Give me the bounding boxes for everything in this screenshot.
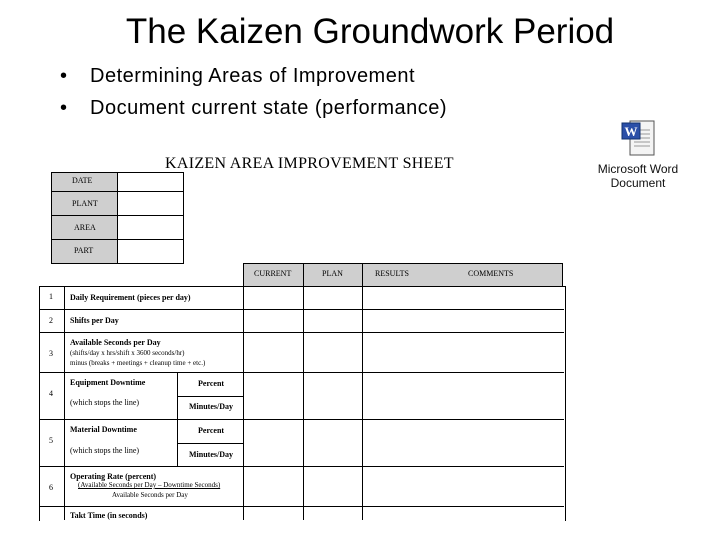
info-label-cell [51, 172, 118, 192]
row-number: 6 [49, 483, 53, 492]
info-label-area: AREA [74, 223, 96, 232]
row-number: 4 [49, 389, 53, 398]
sheet-title: KAIZEN AREA IMPROVEMENT SHEET [165, 155, 454, 172]
column-comments: COMMENTS [468, 269, 514, 278]
row-label: Material Downtime [70, 425, 137, 434]
bullet-dot: • [60, 65, 68, 87]
column-plan: PLAN [322, 269, 343, 278]
attachment-label-line2: Document [610, 176, 666, 190]
bullet-item [60, 60, 447, 92]
info-value-cell [117, 215, 184, 240]
row-number: 5 [49, 436, 53, 445]
word-document-attachment[interactable] [588, 118, 688, 190]
column-header [362, 263, 563, 287]
row-number: 2 [49, 316, 53, 325]
bullet-text: Determining Areas of Improvement [90, 65, 416, 87]
row-sublabel: (which stops the line) [70, 398, 140, 407]
attachment-label-line1: Microsoft Word [597, 162, 679, 176]
row-unit: Percent [198, 426, 225, 435]
bullet-list [60, 60, 447, 124]
info-label-plant: PLANT [72, 199, 98, 208]
info-label-cell [51, 191, 118, 216]
info-label-cell [51, 215, 118, 240]
column-header [303, 263, 363, 287]
row-unit: Minutes/Day [189, 450, 233, 459]
info-label-part: PART [74, 246, 94, 255]
svg-text:W: W [624, 124, 638, 139]
row-unit: Minutes/Day [189, 402, 233, 411]
row-label: Daily Requirement (pieces per day) [70, 293, 191, 302]
row-label: Equipment Downtime [70, 378, 146, 387]
column-header [243, 263, 304, 287]
info-label-cell [51, 239, 118, 264]
info-label-date: DATE [72, 176, 93, 185]
row-number: 1 [49, 292, 53, 301]
column-results: RESULTS [375, 269, 409, 278]
row-label: Takt Time (in seconds) [70, 511, 148, 520]
word-document-icon [620, 118, 656, 158]
row-sublabel: (which stops the line) [70, 446, 140, 455]
row-sublabel: Available Seconds per Day [112, 491, 188, 499]
row-label: Operating Rate (percent) [70, 472, 157, 481]
row-sublabel: minus (breaks + meetings + cleanup time + etc.) [70, 359, 206, 367]
row-sublabel: (Available Seconds per Day – Downtime Seconds) [78, 481, 221, 489]
bullet-text: Document current state (performance) [90, 97, 448, 119]
row-unit: Percent [198, 379, 225, 388]
row-label: Shifts per Day [70, 316, 119, 325]
info-value-cell [117, 191, 184, 216]
row-sublabel: (shifts/day x hrs/shift x 3600 seconds/hr) [70, 349, 185, 357]
bullet-dot: • [60, 97, 68, 119]
bullet-item [60, 92, 447, 124]
info-value-cell [117, 172, 184, 192]
row-number: 3 [49, 349, 53, 358]
row-label: Available Seconds per Day [70, 338, 161, 347]
info-value-cell [117, 239, 184, 264]
column-current: CURRENT [254, 269, 292, 278]
slide-title: The Kaizen Groundwork Period [125, 12, 615, 51]
